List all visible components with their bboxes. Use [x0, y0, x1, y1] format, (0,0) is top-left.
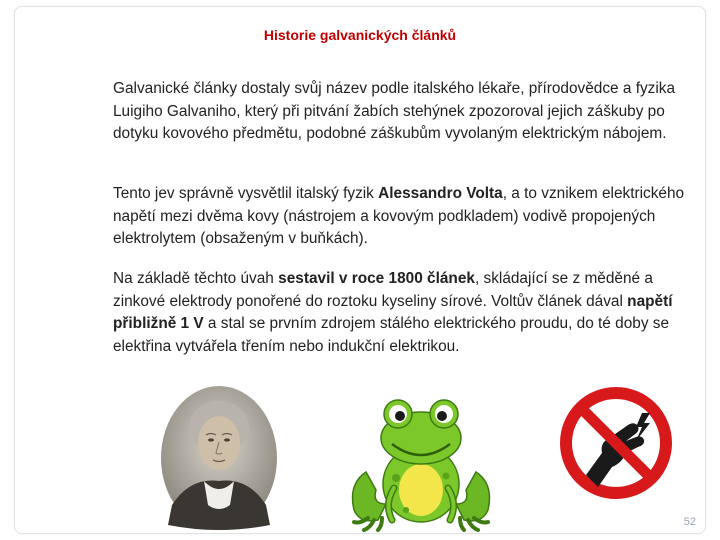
paragraph-volta-explanation [113, 183, 698, 251]
bold-text-run: napětí přibližně 1 V [113, 292, 673, 332]
page-number: 52 [683, 516, 696, 528]
text-run: Galvanické články dostaly svůj název podle italského lékaře, přírodovědce a fyzika Luigiho Galvaniho, který při pitvání žabích stehýnek zpozoroval jejich záškuby po dotyku kovového předmětu, podobné záškubům vyvolaným elektrickým nábojem. [113, 80, 676, 142]
text-run: , skládající se z měděné a zinkové elektrody ponořené do roztoku kyseliny sírové. Voltův článek dával [113, 270, 653, 310]
bold-text-run: Alessandro Volta [378, 185, 503, 202]
volta-portrait-image [160, 385, 278, 531]
paragraph-galvani [113, 78, 698, 146]
text-run: Tento jev správně vysvětlil italský fyzik [113, 185, 379, 202]
paragraph-voltaic-cell [113, 268, 698, 358]
text-run: , a to vznikem elektrického napětí mezi dvěma kovy (nástrojem a kovovým podkladem) vodivě propojených elektrolytem (obsaženým v buňkách). [113, 185, 685, 247]
text-run: a stal se prvním zdrojem stálého elektrického proudu, do té doby se elektřina vytvářela třením nebo indukční elektrikou. [113, 315, 670, 355]
bold-text-run: sestavil v roce 1800 článek [278, 270, 475, 287]
no-touch-electric-sign-image [556, 383, 676, 503]
slide-title: Historie galvanických článků [263, 27, 457, 43]
text-run: Na základě těchto úvah [113, 270, 279, 287]
frog-image [346, 392, 496, 532]
